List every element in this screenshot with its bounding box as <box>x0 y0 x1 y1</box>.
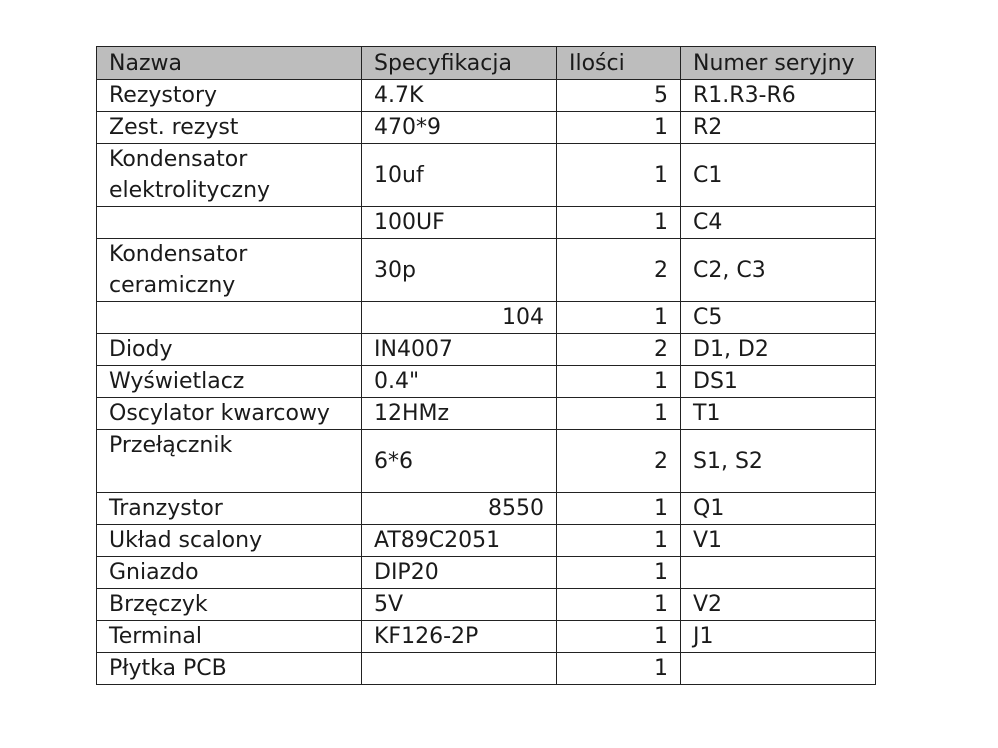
cell-spec <box>362 653 557 685</box>
cell-name: Brzęczyk <box>97 589 362 621</box>
cell-qty: 1 <box>557 366 681 398</box>
cell-serial <box>681 557 876 589</box>
cell-serial: Q1 <box>681 493 876 525</box>
cell-serial: DS1 <box>681 366 876 398</box>
cell-name: Przełącznik <box>97 430 362 493</box>
cell-qty: 1 <box>557 398 681 430</box>
cell-serial: J1 <box>681 621 876 653</box>
table-row <box>97 621 876 653</box>
table-row <box>97 302 876 334</box>
cell-spec: DIP20 <box>362 557 557 589</box>
cell-name <box>97 207 362 239</box>
cell-name: Kondensator elektrolityczny <box>97 144 362 207</box>
table-row <box>97 80 876 112</box>
cell-serial: D1, D2 <box>681 334 876 366</box>
cell-spec: 470*9 <box>362 112 557 144</box>
table-row <box>97 557 876 589</box>
cell-name <box>97 302 362 334</box>
cell-spec: 6*6 <box>362 430 557 493</box>
cell-qty: 2 <box>557 430 681 493</box>
cell-spec: KF126-2P <box>362 621 557 653</box>
cell-spec: 5V <box>362 589 557 621</box>
cell-serial: R2 <box>681 112 876 144</box>
parts-list-table <box>96 46 876 685</box>
cell-qty: 5 <box>557 80 681 112</box>
header-qty: Ilości <box>557 47 681 80</box>
cell-qty: 1 <box>557 302 681 334</box>
cell-qty: 1 <box>557 653 681 685</box>
cell-name: Układ scalony <box>97 525 362 557</box>
table-row <box>97 525 876 557</box>
cell-serial: S1, S2 <box>681 430 876 493</box>
cell-name: Zest. rezyst <box>97 112 362 144</box>
table-row <box>97 366 876 398</box>
cell-name: Wyświetlacz <box>97 366 362 398</box>
cell-serial: C5 <box>681 302 876 334</box>
cell-spec: 4.7K <box>362 80 557 112</box>
cell-qty: 1 <box>557 589 681 621</box>
cell-spec: 10uf <box>362 144 557 207</box>
table-row <box>97 207 876 239</box>
cell-qty: 2 <box>557 334 681 366</box>
header-row <box>97 47 876 80</box>
cell-serial: T1 <box>681 398 876 430</box>
table-header <box>97 47 876 80</box>
cell-spec: 30p <box>362 239 557 302</box>
header-spec: Specyfikacja <box>362 47 557 80</box>
cell-name: Gniazdo <box>97 557 362 589</box>
header-serial: Numer seryjny <box>681 47 876 80</box>
cell-qty: 1 <box>557 621 681 653</box>
cell-name: Płytka PCB <box>97 653 362 685</box>
cell-qty: 1 <box>557 557 681 589</box>
table-row <box>97 144 876 207</box>
cell-spec: 104 <box>362 302 557 334</box>
cell-qty: 2 <box>557 239 681 302</box>
cell-spec: AT89C2051 <box>362 525 557 557</box>
cell-serial: C1 <box>681 144 876 207</box>
cell-serial: R1.R3-R6 <box>681 80 876 112</box>
cell-qty: 1 <box>557 525 681 557</box>
cell-spec: 0.4" <box>362 366 557 398</box>
cell-qty: 1 <box>557 112 681 144</box>
cell-qty: 1 <box>557 493 681 525</box>
table-row <box>97 430 876 493</box>
cell-name: Rezystory <box>97 80 362 112</box>
header-name: Nazwa <box>97 47 362 80</box>
table-row <box>97 334 876 366</box>
cell-serial <box>681 653 876 685</box>
cell-spec: IN4007 <box>362 334 557 366</box>
cell-name: Diody <box>97 334 362 366</box>
cell-name: Oscylator kwarcowy <box>97 398 362 430</box>
cell-spec: 8550 <box>362 493 557 525</box>
table-row <box>97 112 876 144</box>
cell-serial: C2, C3 <box>681 239 876 302</box>
cell-spec: 12HMz <box>362 398 557 430</box>
cell-name: Terminal <box>97 621 362 653</box>
cell-name: Kondensator ceramiczny <box>97 239 362 302</box>
cell-qty: 1 <box>557 144 681 207</box>
cell-qty: 1 <box>557 207 681 239</box>
table-row <box>97 398 876 430</box>
cell-serial: C4 <box>681 207 876 239</box>
table-row <box>97 653 876 685</box>
table-row <box>97 589 876 621</box>
table-row <box>97 239 876 302</box>
table-body <box>97 80 876 685</box>
cell-serial: V1 <box>681 525 876 557</box>
cell-serial: V2 <box>681 589 876 621</box>
cell-name: Tranzystor <box>97 493 362 525</box>
table-row <box>97 493 876 525</box>
cell-spec: 100UF <box>362 207 557 239</box>
